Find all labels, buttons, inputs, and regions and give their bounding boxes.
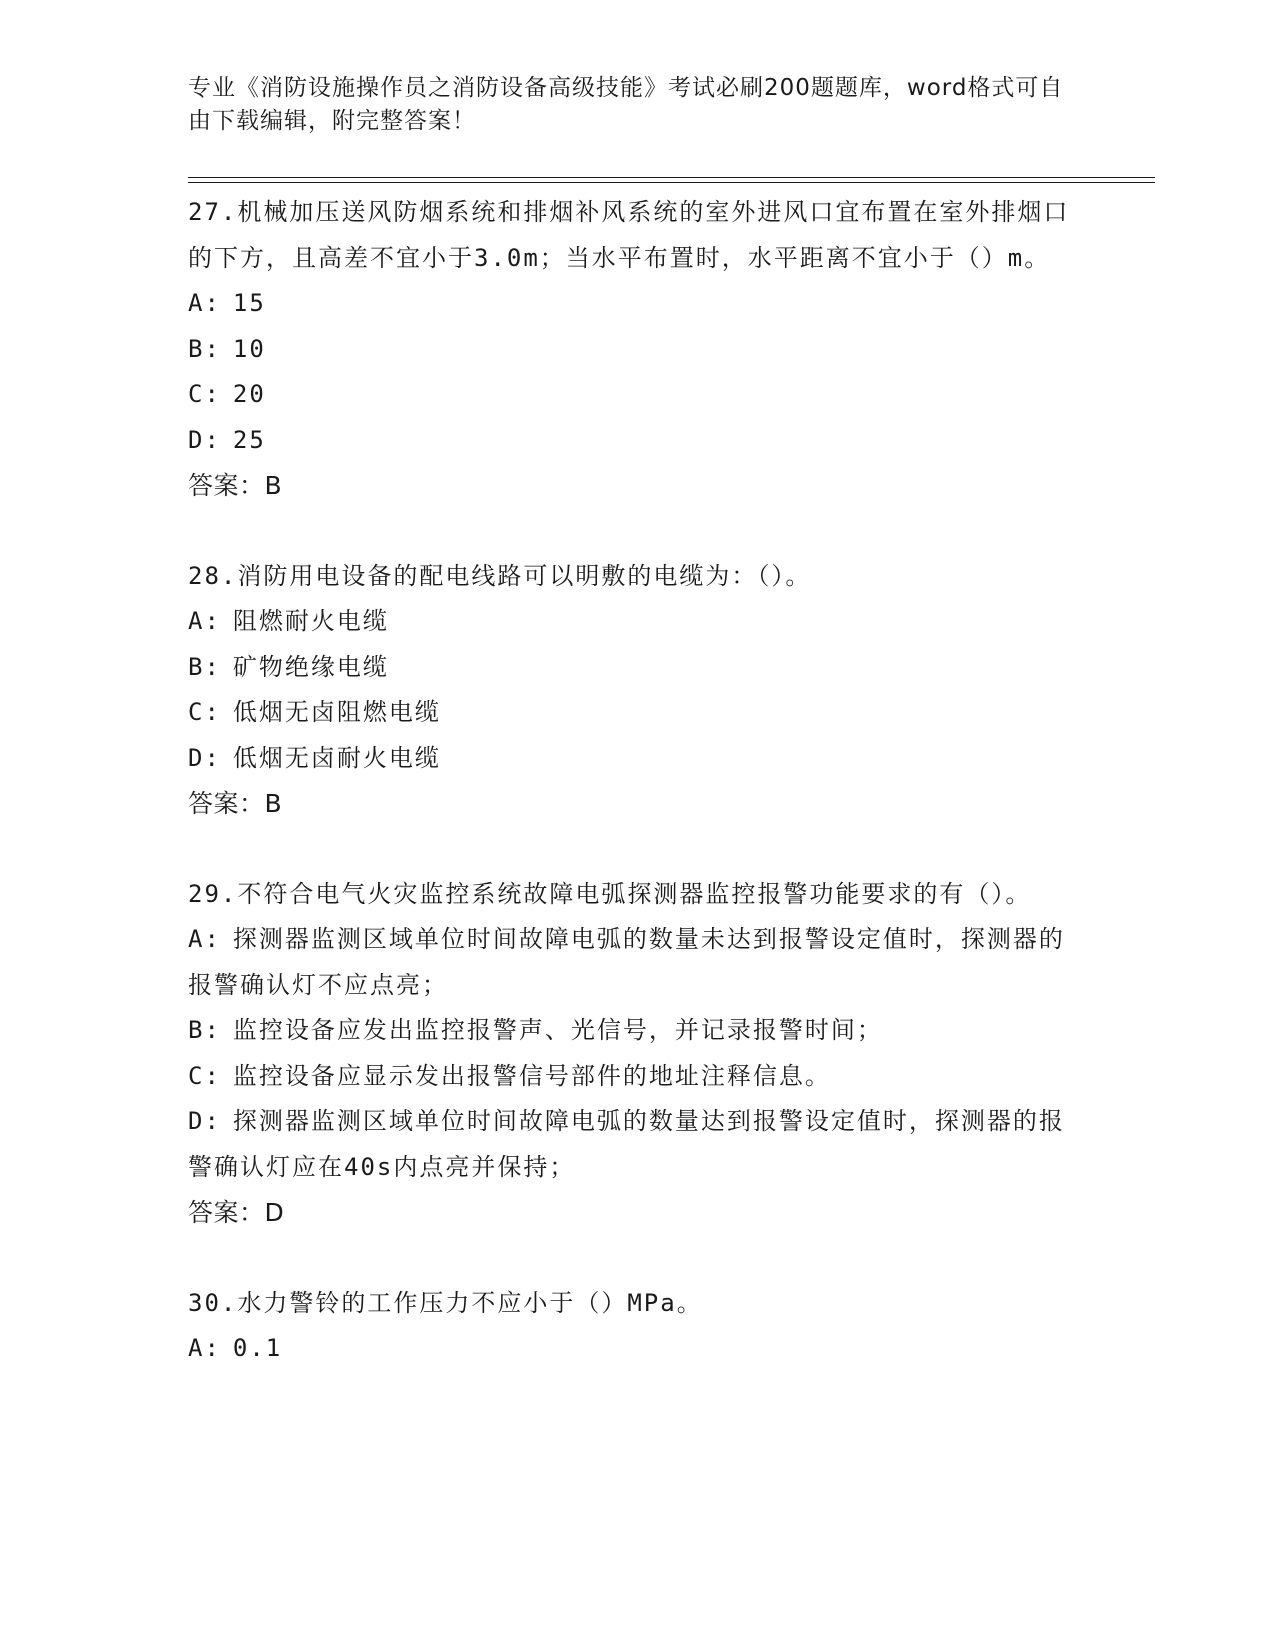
option-d: D: 25 — [188, 425, 266, 454]
option-text: 20 — [232, 380, 266, 408]
option-text: 低烟无卤耐火电缆 — [232, 743, 441, 772]
option-text: 探测器监测区域单位时间故障电弧的数量未达到报警设定值时，探测器的报警确认灯不应点亮； — [188, 925, 1065, 999]
option-letter: B — [188, 334, 205, 363]
question-28 — [188, 554, 1088, 827]
question-text: 30.水力警铃的工作压力不应小于（）MPa。 — [188, 1288, 703, 1317]
option-c: C: 监控设备应显示发出报警信号部件的地址注释信息。 — [188, 1061, 831, 1090]
option-letter: B — [188, 652, 205, 681]
option-c: C: 低烟无卤阻燃电缆 — [188, 698, 441, 726]
option-letter: A — [188, 607, 205, 635]
question-text: 28.消防用电设备的配电线路可以明敷的电缆为：（）。 — [188, 561, 812, 590]
option-text: 监控设备应显示发出报警信号部件的地址注释信息。 — [232, 1061, 831, 1090]
option-a: A: 探测器监测区域单位时间故障电弧的数量未达到报警设定值时，探测器的报警确认灯不应点亮； — [188, 925, 1065, 999]
option-letter: D — [188, 743, 205, 772]
document-header: 专业《消防设施操作员之消防设备高级技能》考试必刷200题题库，word格式可自由下载编辑，附完整答案！ — [188, 75, 1064, 134]
option-d: D: 探测器监测区域单位时间故障电弧的数量达到报警设定值时，探测器的报警确认灯应在40s内点亮并保持； — [188, 1107, 1065, 1181]
option-text: 矿物绝缘电缆 — [232, 652, 389, 681]
option-text: 10 — [232, 334, 266, 363]
option-letter: A — [188, 289, 205, 317]
option-text: 探测器监测区域单位时间故障电弧的数量达到报警设定值时，探测器的报警确认灯应在40s内点亮并保持； — [188, 1107, 1065, 1181]
question-27 — [188, 190, 1088, 509]
option-text: 低烟无卤阻燃电缆 — [232, 698, 441, 726]
question-29 — [188, 872, 1088, 1236]
option-text: 阻燃耐火电缆 — [232, 607, 389, 635]
option-a: A: 0.1 — [188, 1334, 283, 1362]
option-text: 25 — [232, 425, 266, 454]
answer-line: 答案：B — [188, 471, 283, 500]
option-letter: B — [188, 1016, 205, 1044]
option-letter: D — [188, 1107, 205, 1135]
option-letter: C — [188, 380, 205, 408]
option-b: B: 10 — [188, 334, 266, 363]
question-list — [188, 190, 1088, 1372]
option-letter: A — [188, 1334, 205, 1362]
option-a: A: 阻燃耐火电缆 — [188, 607, 389, 635]
option-d: D: 低烟无卤耐火电缆 — [188, 743, 441, 772]
question-text: 27.机械加压送风防烟系统和排烟补风系统的室外进风口宜布置在室外排烟口的下方，且高差不宜小于3.0m；当水平布置时，水平距离不宜小于（）m。 — [188, 198, 1070, 272]
question-30 — [188, 1281, 1088, 1372]
option-b: B: 矿物绝缘电缆 — [188, 652, 389, 681]
answer-line: 答案：D — [188, 1198, 285, 1227]
option-text: 15 — [232, 289, 266, 317]
option-a: A: 15 — [188, 289, 266, 317]
option-b: B: 监控设备应发出监控报警声、光信号，并记录报警时间； — [188, 1016, 883, 1044]
option-letter: C — [188, 1061, 205, 1090]
answer-line: 答案：B — [188, 789, 283, 818]
option-c: C: 20 — [188, 380, 266, 408]
option-text: 0.1 — [232, 1334, 283, 1362]
option-letter: D — [188, 425, 205, 454]
header-rule-top — [188, 177, 1155, 178]
option-text: 监控设备应发出监控报警声、光信号，并记录报警时间； — [232, 1016, 883, 1044]
option-letter: C — [188, 698, 205, 726]
header-rule-bottom — [188, 182, 1155, 183]
option-letter: A — [188, 925, 205, 953]
question-text: 29.不符合电气火灾监控系统故障电弧探测器监控报警功能要求的有（）。 — [188, 879, 1032, 908]
